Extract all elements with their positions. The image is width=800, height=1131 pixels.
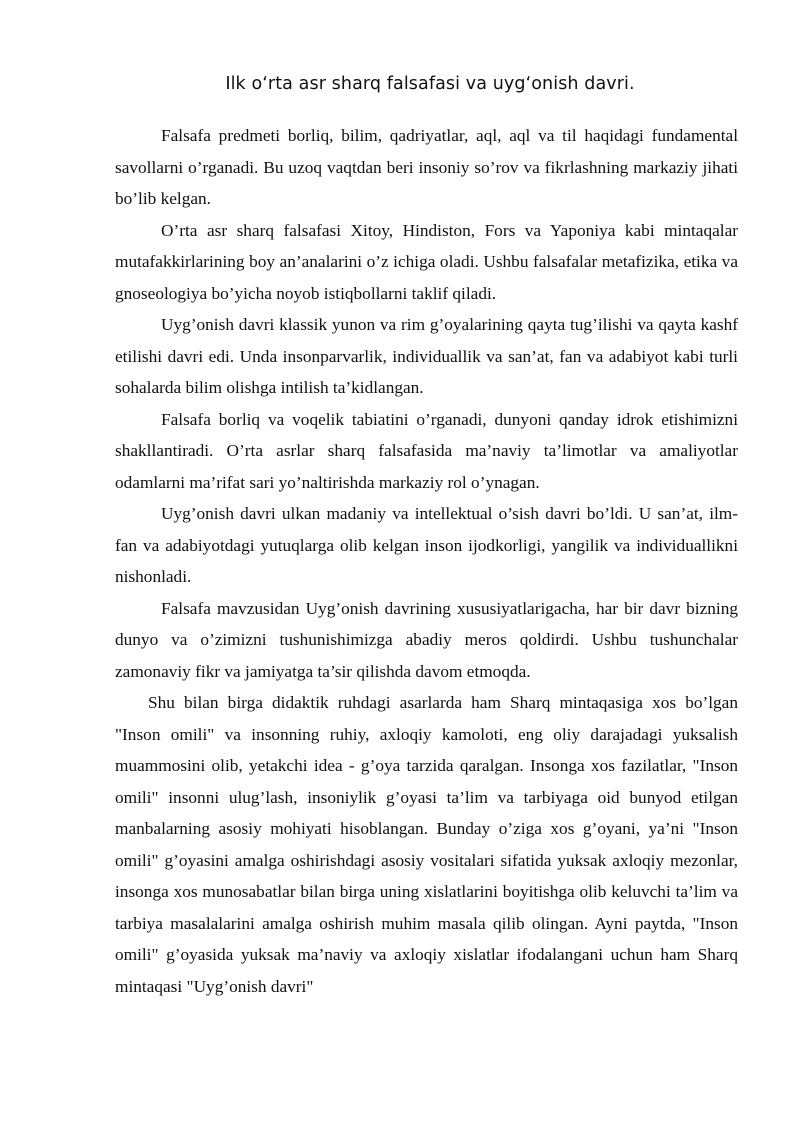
paragraph: Shu bilan birga didaktik ruhdagi asarlarda ham Sharq mintaqasiga xos bo’lgan "Inson omili" va insonning ruhiy, axloqiy kamoloti, eng oliy darajadagi yuksalish muammosini olib, yetakchi idea - g’oya tarzida qaralgan. Insonga xos fazilatlar, "Inson omili" insonni ulug’lash, insoniylik g’oyasi ta’lim va tarbiyaga oid bunyod etilgan manbalarning asosiy mohiyati hisoblangan. Bunday o’ziga xos g’oyani, ya’ni "Inson omili" g’oyasini amalga oshirishdagi asosiy vositalari sifatida yuksak axloqiy mezonlar, insonga xos munosabatlar bilan birga uning xislatlarini boyitishga olib keluvchi ta’lim va tarbiya masalalarini amalga oshirish muhim masala qilib olingan. Ayni paytda, "Inson omili" g’oyasida yuksak ma’naviy va axloqiy xislatlar ifodalangani uchun ham Sharq mintaqasi "Uyg’onish davri": [115, 693, 738, 996]
paragraph: Falsafa mavzusidan Uyg’onish davrining xususiyatlarigacha, har bir davr bizning dunyo va o’zimizni tushunishimizga abadiy meros qoldirdi. Ushbu tushunchalar zamonaviy fikr va jamiyatga ta’sir qilishda davom etmoqda.: [115, 598, 738, 681]
paragraph: Falsafa borliq va voqelik tabiatini o’rganadi, dunyoni qanday idrok etishimizni shakllantiradi. O’rta asrlar sharq falsafasida ma’naviy ta’limotlar va amaliyotlar odamlarni ma’rifat sari yo’naltirishda markaziy rol o’ynagan.: [115, 409, 738, 492]
paragraph: O’rta asr sharq falsafasi Xitoy, Hindiston, Fors va Yaponiya kabi mintaqalar mutafakkirlarining boy an’analarini o’z ichiga oladi. Ushbu falsafalar metafizika, etika va gnoseologiya bo’yicha noyob istiqbollarni taklif qiladi.: [115, 220, 738, 303]
paragraph: Uyg’onish davri klassik yunon va rim g’oyalarining qayta tug’ilishi va qayta kashf etilishi davri edi. Unda insonparvarlik, individuallik va san’at, fan va adabiyot kabi turli sohalarda bilim olishga intilish ta’kidlangan.: [115, 315, 738, 397]
document-body: [115, 120, 738, 1002]
document-title: Ilk o‘rta asr sharq falsafasi va uyg‘onish davri.: [225, 74, 635, 94]
paragraph: Falsafa predmeti borliq, bilim, qadriyatlar, aql, aql va til haqidagi fundamental savollarni o’rganadi. Bu uzoq vaqtdan beri insoniy so’rov va fikrlashning markaziy jihati bo’lib kelgan.: [115, 126, 738, 208]
paragraph: Uyg’onish davri ulkan madaniy va intellektual o’sish davri bo’ldi. U san’at, ilm-fan va adabiyotdagi yutuqlarga olib kelgan inson ijodkorligi, yangilik va individuallikni nishonladi.: [115, 504, 738, 586]
